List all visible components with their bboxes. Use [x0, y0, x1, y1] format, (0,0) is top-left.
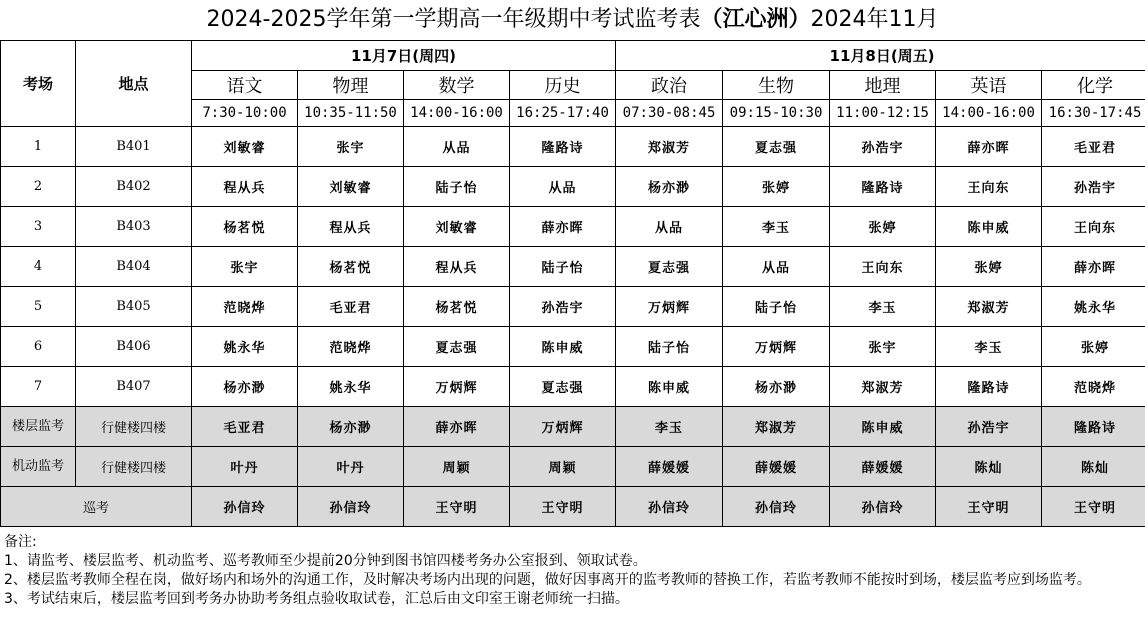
proctor-name: 孙信玲 — [723, 487, 830, 527]
floor-proctor-label: 楼层监考 — [1, 407, 76, 447]
proctor-name: 孙浩宇 — [830, 127, 936, 167]
subject-time: 16:25-17:40 — [510, 100, 616, 127]
proctor-name: 薛亦晖 — [404, 407, 510, 447]
patrol-row — [1, 487, 1145, 527]
proctor-name: 毛亚君 — [1042, 127, 1145, 167]
proctor-name: 刘敏睿 — [298, 167, 404, 207]
proctor-name: 叶丹 — [298, 447, 404, 487]
room-number: 5 — [1, 287, 76, 327]
proctor-name: 陆子怡 — [616, 327, 723, 367]
subject-time: 7:30-10:00 — [192, 100, 298, 127]
proctor-name: 姚永华 — [1042, 287, 1145, 327]
proctor-name: 从品 — [723, 247, 830, 287]
subject-time: 16:30-17:45 — [1042, 100, 1145, 127]
subject-header: 数学 — [404, 71, 510, 100]
proctor-name: 姚永华 — [192, 327, 298, 367]
proctor-name: 郑淑芳 — [616, 127, 723, 167]
proctor-name: 王向东 — [936, 167, 1042, 207]
proctor-name: 薛亦晖 — [510, 207, 616, 247]
proctor-name: 王守明 — [510, 487, 616, 527]
proctor-name: 陈申威 — [936, 207, 1042, 247]
proctor-name: 万炳辉 — [723, 327, 830, 367]
sheet-title — [0, 0, 1145, 40]
proctor-schedule-table — [0, 40, 1145, 527]
proctor-name: 周颖 — [510, 447, 616, 487]
proctor-name: 杨亦渺 — [616, 167, 723, 207]
proctor-name: 陈申威 — [616, 367, 723, 407]
table-row — [1, 127, 1145, 167]
subject-header: 生物 — [723, 71, 830, 100]
proctor-name: 夏志强 — [616, 247, 723, 287]
proctor-name: 张宇 — [830, 327, 936, 367]
subject-header: 英语 — [936, 71, 1042, 100]
proctor-name: 万炳辉 — [616, 287, 723, 327]
proctor-name: 孙浩宇 — [1042, 167, 1145, 207]
subject-time: 07:30-08:45 — [616, 100, 723, 127]
proctor-name: 薛亦晖 — [1042, 247, 1145, 287]
proctor-name: 范晓烨 — [298, 327, 404, 367]
table-row — [1, 207, 1145, 247]
header-room: 考场 — [1, 41, 76, 127]
proctor-name: 孙浩宇 — [936, 407, 1042, 447]
proctor-name: 王向东 — [1042, 207, 1145, 247]
floor-proctor-place: 行健楼四楼 — [76, 407, 192, 447]
proctor-name: 刘敏睿 — [192, 127, 298, 167]
room-place: B404 — [76, 247, 192, 287]
proctor-name: 姚永华 — [298, 367, 404, 407]
proctor-name: 孙信玲 — [830, 487, 936, 527]
subject-header: 化学 — [1042, 71, 1145, 100]
proctor-name: 张婷 — [1042, 327, 1145, 367]
subject-time: 09:15-10:30 — [723, 100, 830, 127]
table-row — [1, 167, 1145, 207]
subject-time: 14:00-16:00 — [936, 100, 1042, 127]
proctor-name: 李玉 — [830, 287, 936, 327]
proctor-name: 范晓烨 — [1042, 367, 1145, 407]
room-place: B401 — [76, 127, 192, 167]
subject-time: 14:00-16:00 — [404, 100, 510, 127]
notes-section — [4, 533, 1142, 609]
proctor-name: 孙信玲 — [192, 487, 298, 527]
subject-time: 11:00-12:15 — [830, 100, 936, 127]
proctor-name: 隆路诗 — [936, 367, 1042, 407]
room-number: 3 — [1, 207, 76, 247]
proctor-name: 程从兵 — [298, 207, 404, 247]
proctor-name: 陆子怡 — [510, 247, 616, 287]
mobile-proctor-label: 机动监考 — [1, 447, 76, 487]
proctor-name: 孙信玲 — [298, 487, 404, 527]
proctor-name: 郑淑芳 — [723, 407, 830, 447]
proctor-name: 陆子怡 — [723, 287, 830, 327]
subject-header: 历史 — [510, 71, 616, 100]
note-item: 1、请监考、楼层监考、机动监考、巡考教师至少提前20分钟到图书馆四楼考务办公室报到、领取试卷。 — [4, 553, 647, 569]
title-prefix: 2024-2025学年第一学期高一年级期中考试监考表 — [206, 7, 701, 32]
proctor-name: 万炳辉 — [404, 367, 510, 407]
proctor-name: 王向东 — [830, 247, 936, 287]
room-place: B403 — [76, 207, 192, 247]
proctor-name: 杨茗悦 — [404, 287, 510, 327]
proctor-name: 孙信玲 — [616, 487, 723, 527]
table-row — [1, 367, 1145, 407]
note-item: 2、楼层监考教师全程在岗，做好场内和场外的沟通工作，及时解决考场内出现的问题，做好因事离开的监考教师的替换工作，若监考教师不能按时到场，楼层监考应到场监考。 — [4, 572, 1091, 588]
proctor-name: 夏志强 — [404, 327, 510, 367]
room-place: B405 — [76, 287, 192, 327]
proctor-name: 杨亦渺 — [192, 367, 298, 407]
proctor-name: 毛亚君 — [298, 287, 404, 327]
proctor-name: 陈申威 — [830, 407, 936, 447]
note-item: 3、考试结束后，楼层监考回到考务办协助考务组点验收取试卷，汇总后由文印室王谢老师统一扫描。 — [4, 591, 629, 607]
room-number: 7 — [1, 367, 76, 407]
proctor-name: 陈灿 — [1042, 447, 1145, 487]
proctor-name: 郑淑芳 — [936, 287, 1042, 327]
patrol-label: 巡考 — [1, 487, 192, 527]
subject-header: 语文 — [192, 71, 298, 100]
proctor-name: 陈申威 — [510, 327, 616, 367]
room-number: 4 — [1, 247, 76, 287]
mobile-proctor-place: 行健楼四楼 — [76, 447, 192, 487]
proctor-name: 薛媛媛 — [723, 447, 830, 487]
proctor-name: 王守明 — [404, 487, 510, 527]
proctor-name: 杨茗悦 — [298, 247, 404, 287]
proctor-name: 叶丹 — [192, 447, 298, 487]
proctor-name: 夏志强 — [510, 367, 616, 407]
proctor-name: 张宇 — [298, 127, 404, 167]
proctor-name: 薛媛媛 — [830, 447, 936, 487]
proctor-name: 周颖 — [404, 447, 510, 487]
proctor-name: 隆路诗 — [830, 167, 936, 207]
table-row — [1, 327, 1145, 367]
proctor-name: 杨亦渺 — [298, 407, 404, 447]
subject-header: 地理 — [830, 71, 936, 100]
proctor-name: 夏志强 — [723, 127, 830, 167]
title-date: 2024年11月 — [810, 7, 939, 32]
proctor-name: 隆路诗 — [1042, 407, 1145, 447]
floor-proctor-row — [1, 407, 1145, 447]
subject-time: 10:35-11:50 — [298, 100, 404, 127]
proctor-name: 程从兵 — [192, 167, 298, 207]
proctor-name: 范晓烨 — [192, 287, 298, 327]
proctor-name: 万炳辉 — [510, 407, 616, 447]
proctor-name: 杨茗悦 — [192, 207, 298, 247]
subject-header: 物理 — [298, 71, 404, 100]
proctor-name: 陈灿 — [936, 447, 1042, 487]
subject-header: 政治 — [616, 71, 723, 100]
proctor-name: 薛亦晖 — [936, 127, 1042, 167]
room-place: B402 — [76, 167, 192, 207]
proctor-name: 从品 — [616, 207, 723, 247]
title-location: （江心洲） — [700, 7, 811, 32]
proctor-name: 王守明 — [1042, 487, 1145, 527]
proctor-name: 张婷 — [830, 207, 936, 247]
proctor-name: 张婷 — [723, 167, 830, 207]
proctor-name: 王守明 — [936, 487, 1042, 527]
proctor-name: 陆子怡 — [404, 167, 510, 207]
proctor-name: 薛媛媛 — [616, 447, 723, 487]
room-place: B406 — [76, 327, 192, 367]
proctor-name: 李玉 — [723, 207, 830, 247]
room-place: B407 — [76, 367, 192, 407]
proctor-name: 毛亚君 — [192, 407, 298, 447]
room-number: 2 — [1, 167, 76, 207]
proctor-name: 孙浩宇 — [510, 287, 616, 327]
day-header-2: 11月8日(周五) — [616, 41, 1145, 71]
proctor-name: 从品 — [404, 127, 510, 167]
room-number: 6 — [1, 327, 76, 367]
day-header-1: 11月7日(周四) — [192, 41, 616, 71]
mobile-proctor-row — [1, 447, 1145, 487]
proctor-name: 刘敏睿 — [404, 207, 510, 247]
proctor-name: 李玉 — [936, 327, 1042, 367]
notes-heading: 备注: — [4, 534, 37, 550]
proctor-name: 李玉 — [616, 407, 723, 447]
proctor-name: 从品 — [510, 167, 616, 207]
header-place: 地点 — [76, 41, 192, 127]
proctor-name: 张婷 — [936, 247, 1042, 287]
room-number: 1 — [1, 127, 76, 167]
proctor-name: 杨亦渺 — [723, 367, 830, 407]
proctor-name: 郑淑芳 — [830, 367, 936, 407]
table-row — [1, 287, 1145, 327]
proctor-name: 张宇 — [192, 247, 298, 287]
table-row — [1, 247, 1145, 287]
proctor-name: 隆路诗 — [510, 127, 616, 167]
proctor-name: 程从兵 — [404, 247, 510, 287]
